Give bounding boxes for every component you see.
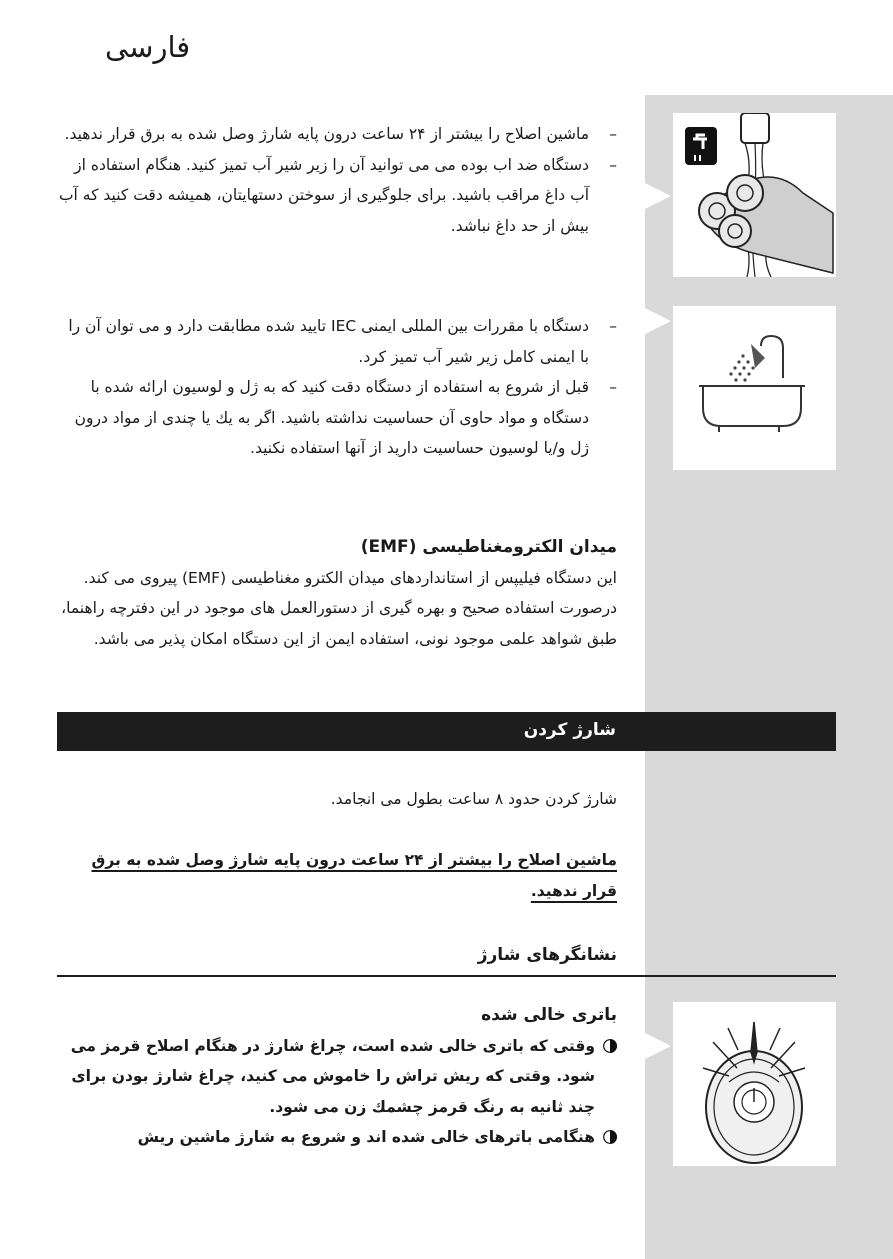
dash-bullet: – (609, 378, 617, 396)
list-item (57, 311, 617, 372)
dash-bullet: – (609, 125, 617, 143)
emf-body: این دستگاه فیلیپس از استانداردهای میدان الکترو مغناطیسی (EMF) پیروی می کند. درصورت استفاده صحیح و بهره گیری از دستورالعمل های موجود در این دفترچه راهنما، طبق شواهد علمی موجود نونی، استفاده ایمن از این دستگاه امکان پذیر می باشد. (61, 568, 617, 648)
charging-section-bar (57, 712, 836, 751)
list-item-text: وقتی که باتری خالی شده است، چراغ شارژ در هنگام اصلاح قرمز می شود. وقتی که ریش تراش را خاموش می کنید، چراغ شارژ بودن برای چند ثانیه به رنگ قرمز چشمك زن می شود. (70, 1036, 595, 1116)
iec-safety-section (57, 311, 617, 464)
shaver-under-tap-icon (673, 113, 836, 277)
half-circle-bullet-icon (603, 1130, 617, 1144)
divider (57, 975, 836, 977)
battery-empty-heading: باتری خالی شده (481, 1005, 617, 1025)
pointer-arrow (645, 308, 671, 334)
dash-bullet: – (609, 155, 617, 174)
language-title: فارسی (105, 30, 191, 64)
list-item (57, 119, 617, 150)
list-item-text: ماشین اصلاح را بیشتر از ۲۴ ساعت درون پایه شارژ وصل شده به برق قرار ندهید. (64, 125, 589, 143)
charging-warning (57, 845, 617, 906)
half-circle-bullet-icon (603, 1039, 617, 1053)
battery-empty-section (57, 1000, 617, 1153)
list-item-text: دستگاه با مقررات بین المللی ایمنی IEC تایید شده مطابقت دارد و می توان آن را با ایمنی کامل زیر شیر آب تمیز کرد. (68, 317, 589, 366)
list-item-text: قبل از شروع به استفاده از دستگاه دقت کنید که به ژل و لوسیون ارائه شده با دستگاه و مواد حاوی آن حساسیت نداشته باشید. اگر به یك یا چندی از مواد درون ژل و/یا لوسیون حساسیت دارید از آنها استفاده نکنید. (74, 378, 589, 457)
charging-section-title: شارژ کردن (523, 720, 616, 740)
dash-bullet: – (609, 317, 617, 335)
pointer-arrow (645, 183, 671, 209)
emf-section (57, 532, 617, 654)
shower-bath-icon (673, 306, 836, 470)
emf-heading: میدان الکترومغناطیسی (EMF) (360, 537, 617, 557)
charging-duration-text: شارژ کردن حدود ۸ ساعت بطول می انجامد. (330, 790, 617, 808)
list-item-text: دستگاه ضد اب بوده می می توانید آن را زیر شیر آب تمیز کنید. هنگام استفاده از آب داغ مراقب باشید. برای جلوگیری از سوختن دستهایتان، همیشه دقت کنید که آب بیش از حد داغ نباشد. (58, 155, 589, 235)
list-item-text: هنگامی باترهای خالی شده اند و شروع به شارژ ماشین ریش (137, 1128, 595, 1146)
list-item (57, 1031, 617, 1123)
list-item (57, 1122, 617, 1153)
pointer-arrow (645, 1033, 671, 1059)
water-safety-section (57, 119, 617, 241)
list-item (57, 372, 617, 464)
charging-warning-text: ماشین اصلاح را بیشتر از ۲۴ ساعت درون پایه شارژ وصل شده به برق قرار ندهید. (91, 851, 617, 900)
blinking-charge-light-icon (673, 1002, 836, 1166)
charge-indicators-heading: نشانگرهای شارژ (477, 945, 617, 965)
list-item (57, 150, 617, 242)
